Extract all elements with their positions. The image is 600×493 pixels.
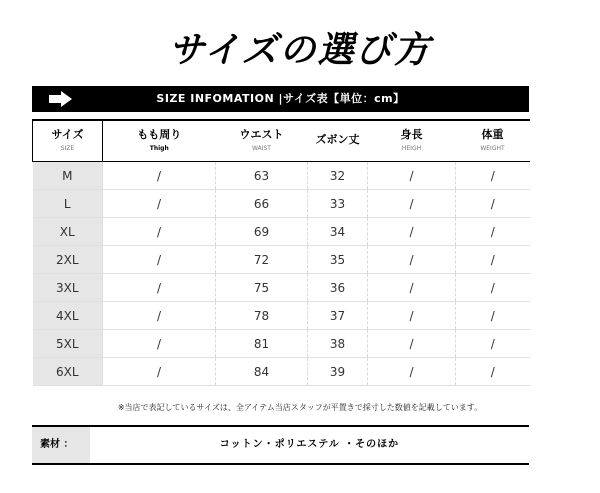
- pants-length-cell: 38: [308, 330, 368, 358]
- header-size: サイズ SIZE: [33, 120, 103, 162]
- size-info-banner: [32, 86, 529, 112]
- weight-cell: /: [456, 246, 530, 274]
- weight-cell: /: [456, 274, 530, 302]
- size-cell: 5XL: [33, 330, 103, 358]
- pants-length-cell: 33: [308, 190, 368, 218]
- material-label: 素材 ：: [32, 427, 90, 463]
- weight-cell: /: [456, 218, 530, 246]
- height-cell: /: [368, 358, 456, 386]
- waist-cell: 69: [216, 218, 308, 246]
- header-waist: ウエスト WAIST: [239, 128, 284, 152]
- pants-length-cell: 34: [308, 218, 368, 246]
- height-cell: /: [368, 162, 456, 190]
- height-cell: /: [368, 218, 456, 246]
- weight-cell: /: [456, 162, 530, 190]
- material-row: [32, 425, 529, 465]
- table-row: [33, 274, 530, 302]
- table-row: [33, 162, 530, 190]
- thigh-cell: /: [103, 330, 216, 358]
- size-table-container: [32, 119, 529, 386]
- height-cell: /: [368, 190, 456, 218]
- height-cell: /: [368, 302, 456, 330]
- size-cell: 6XL: [33, 358, 103, 386]
- pants-length-cell: 32: [308, 162, 368, 190]
- header-weight: 体重 WEIGHT: [480, 128, 505, 152]
- waist-cell: 81: [216, 330, 308, 358]
- pants-length-cell: 39: [308, 358, 368, 386]
- size-cell: L: [33, 190, 103, 218]
- waist-cell: 63: [216, 162, 308, 190]
- material-value: コットン・ポリエステル ・そのほか: [219, 439, 400, 450]
- thigh-cell: /: [103, 190, 216, 218]
- waist-cell: 84: [216, 358, 308, 386]
- size-cell: 4XL: [33, 302, 103, 330]
- weight-cell: /: [456, 330, 530, 358]
- thigh-cell: /: [103, 162, 216, 190]
- pants-length-cell: 36: [308, 274, 368, 302]
- size-cell: XL: [33, 218, 103, 246]
- table-row: [33, 330, 530, 358]
- size-cell: 2XL: [33, 246, 103, 274]
- thigh-cell: /: [103, 218, 216, 246]
- waist-cell: 78: [216, 302, 308, 330]
- header-height: 身長 HEIGH: [400, 128, 423, 152]
- header-pants-length: ズボン丈: [315, 133, 360, 146]
- thigh-cell: /: [103, 274, 216, 302]
- weight-cell: /: [456, 302, 530, 330]
- measurement-note: ※当店で表記しているサイズは、全アイテム当店スタッフが平置きで採寸した数値を記載しています。: [117, 403, 483, 412]
- size-table: [32, 119, 530, 386]
- table-row: [33, 190, 530, 218]
- size-cell: M: [33, 162, 103, 190]
- waist-cell: 72: [216, 246, 308, 274]
- height-cell: /: [368, 330, 456, 358]
- size-cell: 3XL: [33, 274, 103, 302]
- thigh-cell: /: [103, 302, 216, 330]
- weight-cell: /: [456, 190, 530, 218]
- height-cell: /: [368, 274, 456, 302]
- pants-length-cell: 35: [308, 246, 368, 274]
- table-row: [33, 246, 530, 274]
- thigh-cell: /: [103, 246, 216, 274]
- waist-cell: 75: [216, 274, 308, 302]
- waist-cell: 66: [216, 190, 308, 218]
- thigh-cell: /: [103, 358, 216, 386]
- table-row: [33, 302, 530, 330]
- banner-title: SIZE INFOMATION |サイズ表【単位：cm】: [156, 92, 405, 105]
- table-row: [33, 218, 530, 246]
- weight-cell: /: [456, 358, 530, 386]
- pants-length-cell: 37: [308, 302, 368, 330]
- page-title: サイズの選び方: [168, 30, 432, 71]
- height-cell: /: [368, 246, 456, 274]
- table-row: [33, 358, 530, 386]
- header-thigh: もも周り Thigh: [137, 128, 182, 152]
- table-header-row: [33, 120, 530, 162]
